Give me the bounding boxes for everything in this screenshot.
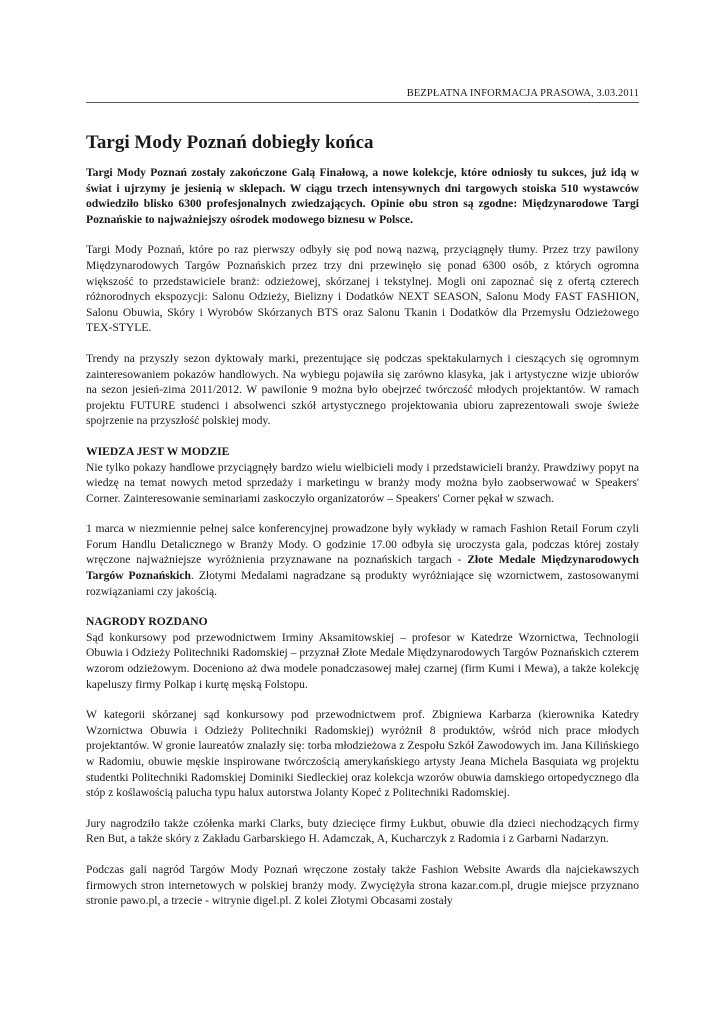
- lead-paragraph: Targi Mody Poznań zostały zakończone Galą Finałową, a nowe kolekcje, które odniosły tu sukces, już idą w świat i ujrzymy je jesienią w sklepach. W ciągu trzech intensywnych dni targowych stoiska 510 wystawców odwiedziło blisko 6300 profesjonalnych zwiedzających. Opinie obu stron są zgodne: Międzynarodowe Targi Poznańskie to najważniejszy ośrodek modowego biznesu w Polsce.: [86, 166, 639, 226]
- paragraph-7: Jury nagrodziło także czółenka marki Clarks, buty dziecięce firmy Łukbut, obuwie dla dzieci niechodzących firmy Ren But, a także skóry z Zakładu Garbarskiego H. Adamczak, A, Kucharczyk z Radomia i z Garbarni Nadarzyn.: [86, 816, 639, 846]
- paragraph-2: Trendy na przyszły sezon dyktowały marki, prezentujące się podczas spektakularnych i cieszących się ogromnym zainteresowaniem pokazów handlowych. Na wybiegu pojawiła się zarówno klasyka, jak i artystyczne wizje ubiorów na sezon jesień-zima 2011/2012. W pawilonie 9 można było obejrzeć twórczość młodych projektantów. W ramach projektu FUTURE studenci i absolwenci szkół artystycznego projektowania ubioru zaprezentowali swoje świeże spojrzenie na przyszłość polskiej mody.: [86, 351, 639, 428]
- paragraph-3: Nie tylko pokazy handlowe przyciągnęły bardzo wielu wielbicieli mody i przedstawicieli branży. Prawdziwy popyt na wiedzę na temat nowych metod sprzedaży i marketingu w branży mody można było zaobserwować w Speakers' Corner. Zainteresowanie seminariami zaskoczyło organizatorów – Speakers' Corner pękał w szwach.: [86, 460, 639, 505]
- article-body: [86, 165, 639, 924]
- paragraph-1: Targi Mody Poznań, które po raz pierwszy odbyły się pod nową nazwą, przyciągnęły tłumy. Przez trzy pawilony Międzynarodowych Targów Poznańskich przez trzy dni przewinęło się ponad 6300 osób, z których ogromna większość to przedstawiciele branż: odzieżowej, skórzanej i tekstylnej. Mogli oni zapoznać się z ofertą czterech różnorodnych ekspozycji: Salonu Odzieży, Bielizny i Dodatków NEXT SEASON, Salonu Mody FAST FASHION, Salonu Obuwia, Skóry i Wyrobów Skórzanych BTS oraz Salonu Tkanin i Dodatków dla Przemysłu Odzieżowego TEX-STYLE.: [86, 243, 639, 335]
- paragraph-4-text-c: . Złotymi Medalami nagradzane są produkty wyróżniające się wzornictwem, zastosowanymi rozwiązaniami czy jakością.: [86, 569, 640, 598]
- section-heading-awards: NAGRODY ROZDANO: [86, 615, 208, 629]
- paragraph-5: Sąd konkursowy pod przewodnictwem Irminy Aksamitowskiej – profesor w Katedrze Wzornictwa, Technologii Obuwia i Odzieży Politechniki Radomskiej – przyznał Złote Medale Międzynarodowych Targów Poznańskich czterem wzorom odzieżowym. Doceniono aż dwa modele ponadczasowej małej czarnej (firm Kumi i Mewa), a także kolekcję kapeluszy firmy Polkap i kurtę męską Folstopu.: [86, 630, 639, 691]
- section-heading-knowledge: WIEDZA JEST W MODZIE: [86, 444, 230, 458]
- paragraph-6: W kategorii skórzanej sąd konkursowy pod przewodnictwem prof. Zbigniewa Karbarza (kierownika Katedry Wzornictwa Obuwia i Odzieży Politechniki Radomskiej) wyróżnił 8 produktów, wśród nich prace młodych projektantów. W gronie laureatów znalazły się: torba młodzieżowa z Zespołu Szkół Zawodowych im. Jana Kilińskiego w Radomiu, obuwie męskie inspirowane twórczością amerykańskiego artysty Jeana Michela Basquiata wg projektu studentki Politechniki Radomskiej Dominiki Siedleckiej oraz kolekcja wzorów obuwia damskiego ortopedycznego dla stóp z koślawością palucha typu halux autorstwa Jolanty Kopeć z Politechniki Radomskiej.: [86, 708, 639, 800]
- press-release-header: BEZPŁATNA INFORMACJA PRASOWA, 3.03.2011: [86, 88, 639, 103]
- paragraph-8: Podczas gali nagród Targów Mody Poznań wręczone zostały także Fashion Website Awards dla najciekawszych firmowych stron internetowych w polskiej branży mody. Zwyciężyła strona kazar.com.pl, drugie miejsce przyznano stronie pawo.pl, a trzecie - witrynie digel.pl. Z kolei Złotymi Obcasami zostały: [86, 862, 639, 908]
- paragraph-4-text-a: 1 marca w niezmiennie pełnej salce konferencyjnej prowadzone były wykłady w ramach Fashion Retail Forum czyli Forum Handlu Detalicznego w Branży Mody. O godzinie 17.00 odbyła się uroczysta gala, podczas której zostały wręczone najważniejsze wyróżnienia przyznawane na poznańskich targach -: [86, 522, 639, 567]
- gold-medals-bold: Złote Medale Międzynarodowych Targów Poznańskich: [86, 553, 639, 583]
- page-title: Targi Mody Poznań dobiegły końca: [86, 132, 374, 153]
- paragraph-4: [86, 521, 639, 599]
